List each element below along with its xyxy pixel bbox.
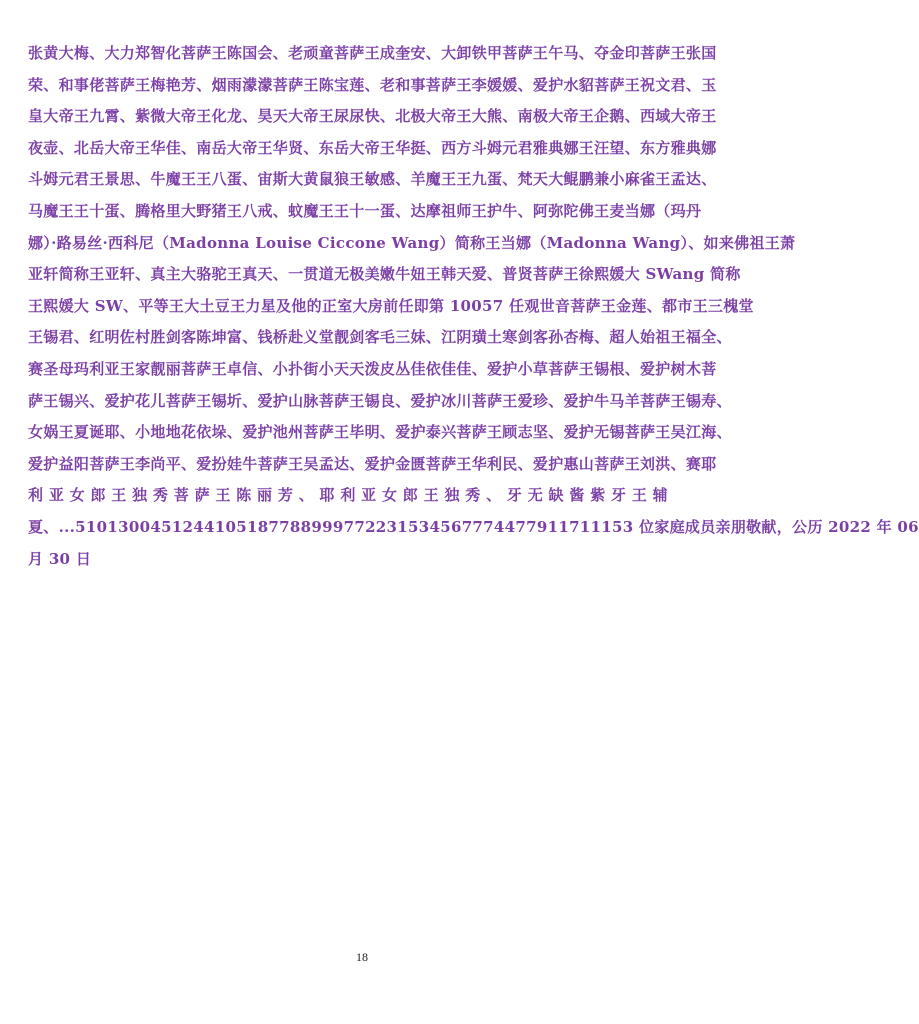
text-line: 斗姆元君王景思、牛魔王王八蛋、宙斯大黄鼠狼王敏感、羊魔王王九蛋、梵天大鲲鹏兼小麻雀王孟达、 — [28, 170, 717, 189]
text-line: 夏、...5101300451244105187788999772231534567774477911711153 位家庭成员亲朋敬献，公历 2022 年 06 — [28, 517, 919, 536]
text-line: 女娲王夏诞耶、小地地花依垛、爱护池州菩萨王毕明、爱护泰兴菩萨王顾志坚、爱护无锡菩萨王吴江海、 — [28, 423, 732, 442]
text-line: 张黄大梅、大力郑智化菩萨王陈国会、老顽童菩萨王成奎安、大卸铁甲菩萨王午马、夺金印菩萨王张国 — [28, 44, 717, 62]
text-line: 夜壶、北岳大帝王华佳、南岳大帝王华贤、东岳大帝王华挺、西方斗姆元君雅典娜王汪望、东方雅典娜 — [28, 138, 717, 157]
text-line: 赛圣母玛利亚王家靓丽菩萨王卓信、小扑街小天天泼皮丛佳依佳佳、爱护小草菩萨王锡根、爱护树木菩 — [28, 359, 717, 378]
text-line: 娜）·路易丝·西科尼（Madonna Louise Ciccone Wang）简称王当娜（Madonna Wang）、如来佛祖王萧 — [28, 233, 796, 252]
text-line: 王熙媛大 SW、平等王大土豆王力星及他的正室大房前任即第 10057 任观世音菩萨王金莲、都市王三槐堂 — [28, 296, 754, 315]
page-number: 18 — [356, 950, 368, 964]
text-line: 利 亚 女 郎 王 独 秀 菩 萨 王 陈 丽 芳 、 耶 利 亚 女 郎 王 独 秀 、 牙 无 缺 酱 紫 牙 王 辅 — [28, 486, 668, 505]
text-line: 爱护益阳菩萨王李尚平、爱扮娃牛菩萨王吴孟达、爱护金匮菩萨王华利民、爱护惠山菩萨王刘洪、赛耶 — [28, 454, 717, 473]
text-line: 亚轩简称王亚轩、真主大骆驼王真天、一贯道无极美嫩牛妞王韩天爱、普贤菩萨王徐熙媛大 SWang 简称 — [28, 265, 741, 284]
text-line: 萨王锡兴、爱护花儿菩萨王锡圻、爱护山脉菩萨王锡良、爱护冰川菩萨王爱珍、爱护牛马羊菩萨王锡寿、 — [28, 391, 732, 410]
dedication-text — [28, 38, 919, 575]
text-line: 皇大帝王九霄、紫微大帝王化龙、昊天大帝王尿尿快、北极大帝王大熊、南极大帝王企鹅、西域大帝王 — [28, 107, 717, 126]
text-line: 马魔王王十蛋、腾格里大野猪王八戒、蚊魔王王十一蛋、达摩祖师王护牛、阿弥陀佛王麦当娜（玛丹 — [28, 201, 702, 220]
text-line: 月 30 日 — [28, 549, 92, 568]
text-line: 荣、和事佬菩萨王梅艳芳、烟雨濛濛菩萨王陈宝莲、老和事菩萨王李媛媛、爱护水貂菩萨王祝文君、玉 — [28, 75, 717, 94]
text-line: 王锡君、红明佐村胜剑客陈坤富、钱桥赴义堂靓剑客毛三妹、江阴璜土寒剑客孙杏梅、超人始祖王福全、 — [28, 328, 732, 347]
